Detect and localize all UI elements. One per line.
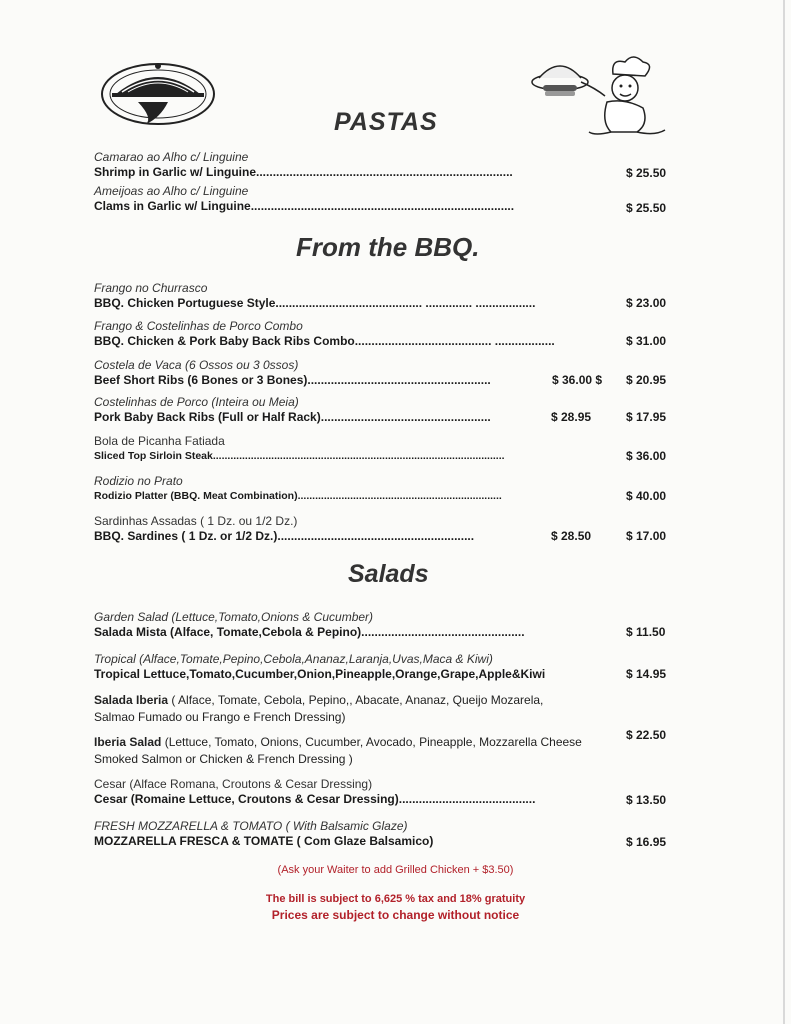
item-english-name: Shrimp in Garlic w/ Linguine............................................................................. bbox=[94, 165, 513, 179]
item-english-name: BBQ. Sardines ( 1 Dz. or 1/2 Dz.)........................................................... bbox=[94, 529, 475, 543]
item-price: $ 17.95 bbox=[626, 410, 667, 424]
item-name: Salada Iberia bbox=[94, 693, 169, 707]
menu-item bbox=[94, 474, 684, 504]
menu-item-iberia-portuguese bbox=[94, 692, 684, 726]
item-half-price: $ 28.50 bbox=[551, 529, 592, 543]
item-half-price: $ 36.00 $ bbox=[552, 373, 603, 387]
item-description: ( Alface, Tomate, Cebola, Pepino,, Abacate, Ananaz, Queijo Mozarela, bbox=[168, 693, 544, 707]
item-english-name: Pork Baby Back Ribs (Full or Half Rack)................................................... bbox=[94, 410, 491, 424]
item-english-name: Salada Mista (Alface, Tomate,Cebola & Pepino)................................................. bbox=[94, 625, 525, 639]
item-description: (Lettuce, Tomato, Onions, Cucumber, Avocado, Pineapple, Mozzarella Cheese bbox=[161, 735, 582, 749]
item-price: $ 31.00 bbox=[626, 334, 667, 348]
item-english-name: Tropical Lettuce,Tomato,Cucumber,Onion,Pineapple,Orange,Grape,Apple&Kiwi bbox=[94, 667, 546, 681]
menu-item bbox=[94, 281, 684, 311]
item-price: $ 14.95 bbox=[626, 667, 667, 681]
menu-item bbox=[94, 319, 684, 349]
menu-item bbox=[94, 395, 684, 425]
item-english-name: BBQ. Chicken Portuguese Style............................................ .............. .................. bbox=[94, 296, 536, 310]
item-portuguese-name: Tropical (Alface,Tomate,Pepino,Cebola,Ananaz,Laranja,Uvas,Maca & Kiwi) bbox=[94, 652, 493, 666]
item-description: Smoked Salmon or Chicken & French Dressing ) bbox=[94, 752, 353, 766]
menu-item-iberia-english bbox=[94, 734, 684, 768]
item-english-name: BBQ. Chicken & Pork Baby Back Ribs Combo......................................... .................. bbox=[94, 334, 555, 348]
item-price: $ 11.50 bbox=[626, 625, 666, 639]
section-title-pastas: PASTAS bbox=[334, 108, 438, 136]
section-title-bbq: From the BBQ. bbox=[296, 232, 480, 262]
item-price: $ 40.00 bbox=[626, 489, 667, 503]
item-price: $ 16.95 bbox=[626, 835, 667, 849]
item-price: $ 20.95 bbox=[626, 373, 667, 387]
item-price: $ 23.00 bbox=[626, 296, 667, 310]
menu-item bbox=[94, 514, 684, 544]
menu-item bbox=[94, 184, 684, 214]
item-portuguese-name: Frango & Costelinhas de Porco Combo bbox=[94, 319, 303, 333]
item-english-name: MOZZARELLA FRESCA & TOMATE ( Com Glaze Balsamico) bbox=[94, 834, 434, 848]
section-title-salads: Salads bbox=[348, 560, 429, 588]
item-price: $ 22.50 bbox=[626, 728, 667, 742]
item-portuguese-name: Sardinhas Assadas ( 1 Dz. ou 1/2 Dz.) bbox=[94, 514, 298, 528]
menu-item bbox=[94, 777, 684, 807]
item-description: Salmao Fumado ou Frango e French Dressing) bbox=[94, 710, 346, 724]
item-portuguese-name: Ameijoas ao Alho c/ Linguine bbox=[94, 184, 249, 198]
item-portuguese-name: FRESH MOZZARELLA & TOMATO ( With Balsamic Glaze) bbox=[94, 819, 408, 833]
item-english-name: Clams in Garlic w/ Linguine............................................................................... bbox=[94, 199, 515, 213]
menu-item bbox=[94, 652, 684, 682]
item-portuguese-name: Costelinhas de Porco (Inteira ou Meia) bbox=[94, 395, 299, 409]
item-portuguese-name: Bola de Picanha Fatiada bbox=[94, 434, 225, 448]
item-name: Iberia Salad bbox=[94, 735, 162, 749]
item-price: $ 25.50 bbox=[626, 201, 667, 215]
item-english-name: Rodizio Platter (BBQ. Meat Combination)...................................................................... bbox=[94, 490, 502, 502]
item-portuguese-name: Camarao ao Alho c/ Linguine bbox=[94, 150, 249, 164]
item-portuguese-name: Garden Salad (Lettuce,Tomato,Onions & Cucumber) bbox=[94, 610, 374, 624]
item-english-name: Cesar (Romaine Lettuce, Croutons & Cesar Dressing)......................................... bbox=[94, 792, 536, 806]
menu-item bbox=[94, 819, 684, 849]
item-price: $ 36.00 bbox=[626, 449, 667, 463]
item-portuguese-name: Rodizio no Prato bbox=[94, 474, 183, 488]
menu-item bbox=[94, 610, 684, 640]
menu-item bbox=[94, 150, 684, 180]
item-portuguese-name: Costela de Vaca (6 Ossos ou 3 0ssos) bbox=[94, 358, 299, 372]
tax-note: The bill is subject to 6,625 % tax and 18% gratuity bbox=[265, 893, 526, 905]
item-price: $ 17.00 bbox=[626, 529, 667, 543]
price-change-note: Prices are subject to change without notice bbox=[271, 908, 520, 922]
item-portuguese-name: Frango no Churrasco bbox=[94, 281, 208, 295]
item-portuguese-name: Cesar (Alface Romana, Croutons & Cesar Dressing) bbox=[94, 777, 373, 791]
item-english-name: Sliced Top Sirloin Steak.................................................................................................... bbox=[94, 450, 505, 462]
item-price: $ 25.50 bbox=[626, 166, 667, 180]
menu-item bbox=[94, 434, 684, 464]
item-english-name: Beef Short Ribs (6 Bones or 3 Bones)....................................................... bbox=[94, 373, 491, 387]
grilled-chicken-note: (Ask your Waiter to add Grilled Chicken + $3.50) bbox=[277, 864, 514, 876]
item-price: $ 13.50 bbox=[626, 793, 667, 807]
item-half-price: $ 28.95 bbox=[551, 410, 592, 424]
